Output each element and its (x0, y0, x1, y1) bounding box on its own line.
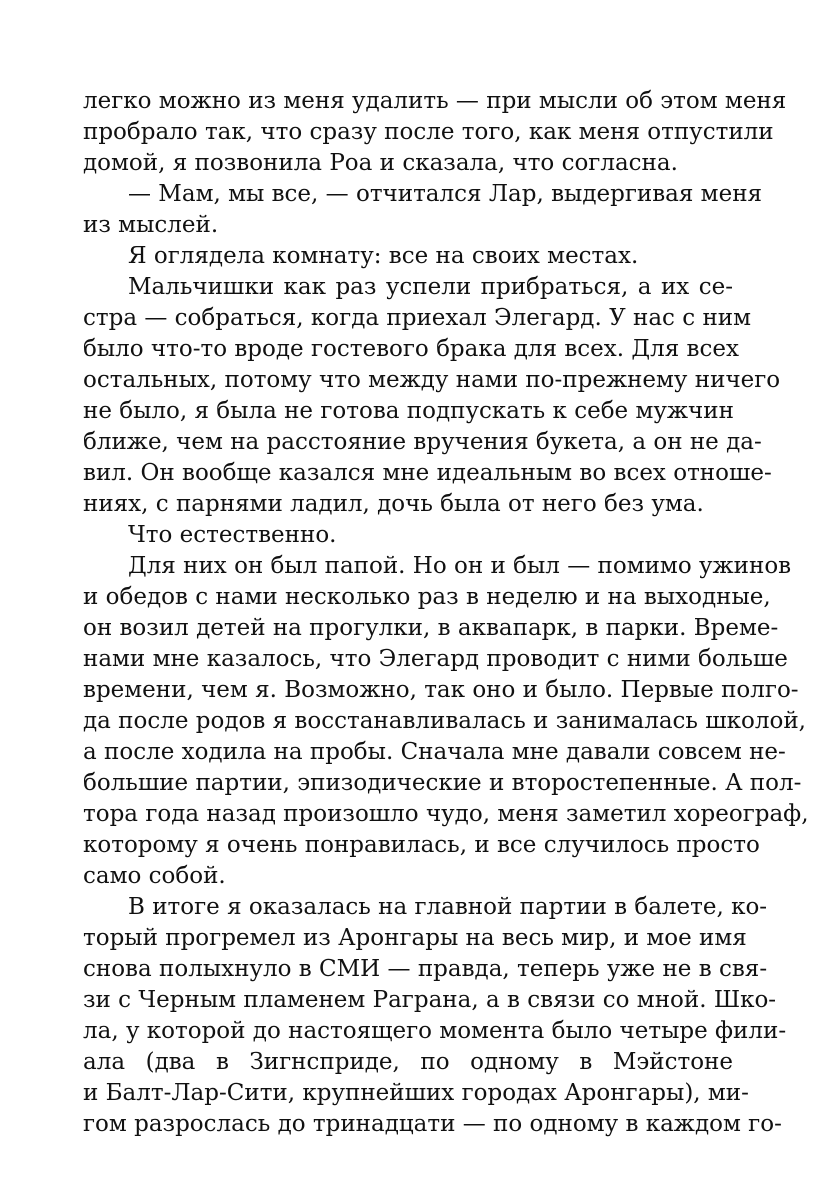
text-line: он возил детей на прогулки, в аквапарк, в парки. Време- (83, 615, 779, 641)
text-line: нами мне казалось, что Элегард проводит с ними больше (83, 646, 788, 672)
text-line: вил. Он вообще казался мне идеальным во всех отноше- (83, 460, 772, 486)
text-line: снова полыхнуло в СМИ — правда, теперь уже не в свя- (83, 956, 768, 982)
text-line: само собой. (83, 863, 226, 889)
text-line: стра — собраться, когда приехал Элегард. У нас с ним (83, 305, 751, 331)
text-line: домой, я позвонила Роа и сказала, что согласна. (83, 150, 678, 176)
text-line: из мыслей. (83, 212, 219, 238)
text-line: Я оглядела комнату: все на своих местах. (128, 243, 639, 269)
text-line: и Балт-Лар-Сити, крупнейших городах Аронгары), ми- (83, 1080, 749, 1106)
text-line: Мальчишки как раз успели прибраться, а их се- (128, 274, 733, 300)
text-line: ближе, чем на расстояние вручения букета, а он не да- (83, 429, 762, 455)
text-line: ниях, с парнями ладил, дочь была от него без ума. (83, 491, 704, 517)
text-line: гом разрослась до тринадцати — по одному в каждом го- (83, 1111, 782, 1137)
text-line: В итоге я оказалась на главной партии в балете, ко- (128, 894, 768, 920)
text-line: Что естественно. (128, 522, 337, 548)
text-line: ала (два в Зигнсприде, по одному в Мэйстоне (83, 1049, 733, 1075)
text-line: и обедов с нами несколько раз в неделю и на выходные, (83, 584, 771, 610)
text-line: большие партии, эпизодические и второстепенные. А пол- (83, 770, 802, 796)
text-line: пробрало так, что сразу после того, как меня отпустили (83, 119, 774, 145)
text-line: ла, у которой до настоящего момента было четыре фили- (83, 1018, 787, 1044)
text-line: да после родов я восстанавливалась и занималась школой, (83, 708, 806, 734)
text-line: тора года назад произошло чудо, меня заметил хореограф, (83, 801, 809, 827)
text-line: остальных, потому что между нами по-прежнему ничего (83, 367, 781, 393)
text-line: торый прогремел из Аронгары на весь мир, и мое имя (83, 925, 747, 951)
text-line: легко можно из меня удалить — при мысли об этом меня (83, 88, 787, 114)
text-line: зи с Черным пламенем Раграна, а в связи со мной. Шко- (83, 987, 777, 1013)
text-line: времени, чем я. Возможно, так оно и было. Первые полго- (83, 677, 799, 703)
text-line: — Мам, мы все, — отчитался Лар, выдергивая меня (128, 181, 763, 207)
text-line: которому я очень понравилась, и все случилось просто (83, 832, 760, 858)
text-line: было что-то вроде гостевого брака для всех. Для всех (83, 336, 739, 362)
text-line: а после ходила на пробы. Сначала мне давали совсем не- (83, 739, 786, 765)
text-line: не было, я была не готова подпускать к себе мужчин (83, 398, 734, 424)
text-line: Для них он был папой. Но он и был — помимо ужинов (128, 553, 792, 579)
